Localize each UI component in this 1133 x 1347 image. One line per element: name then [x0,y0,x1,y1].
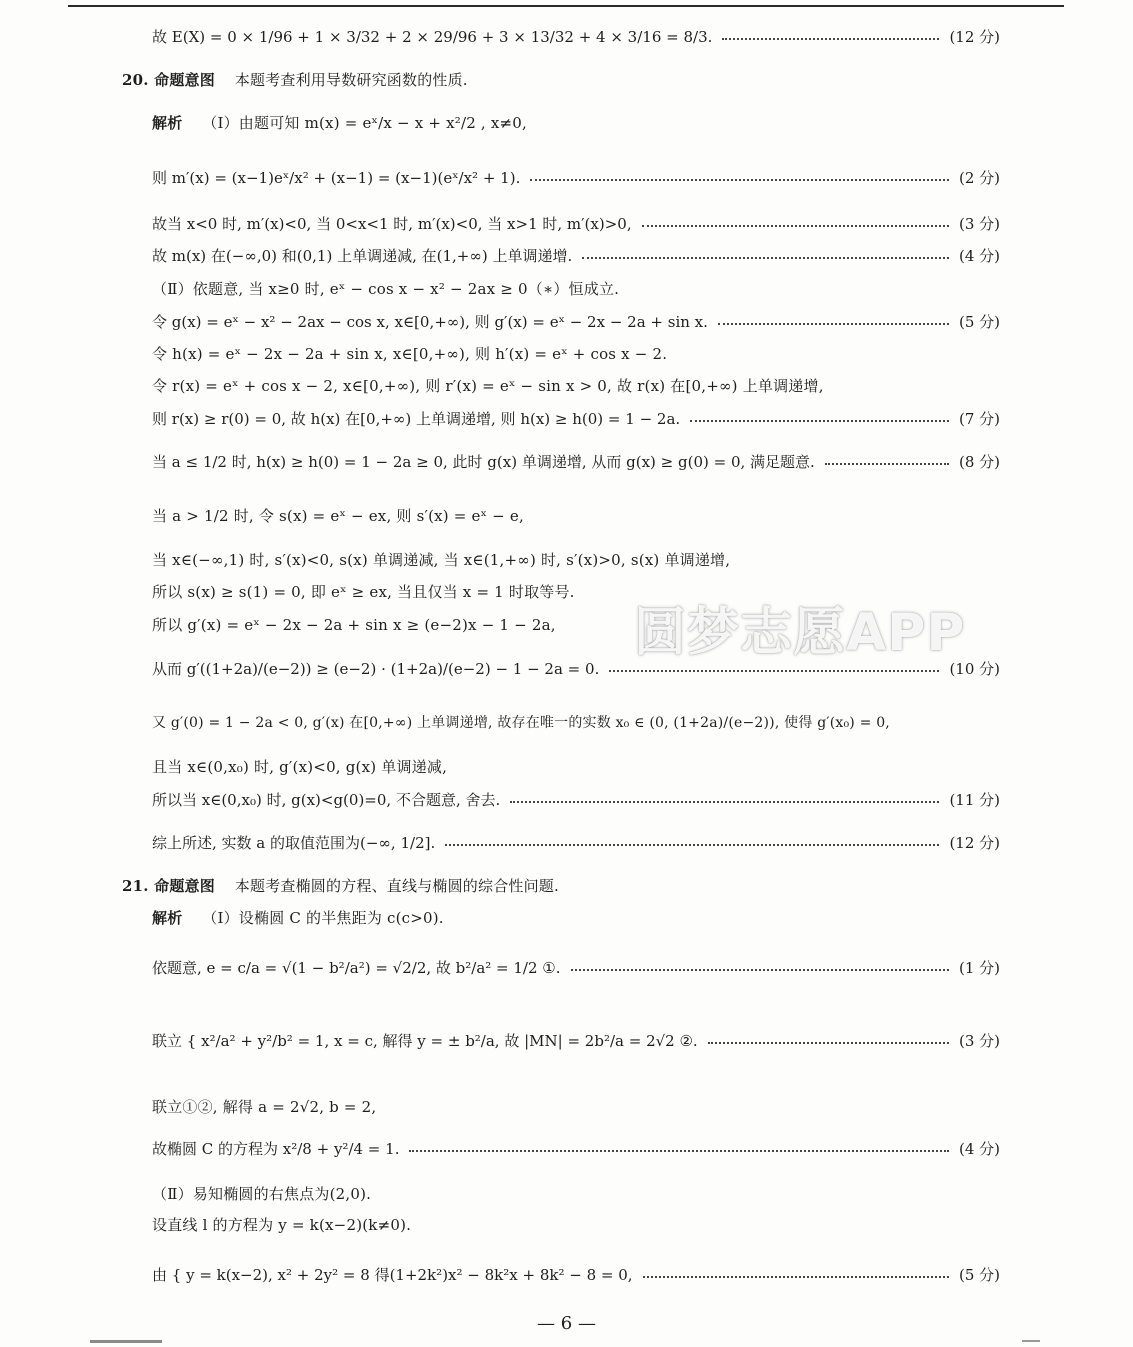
answer-line-10 [152,376,824,396]
line-text: 令 g(x) = eˣ − x² − 2ax − cos x, x∈[0,+∞), 则 g′(x) = eˣ − 2x − 2a + sin x. [152,312,708,331]
answer-line-12 [152,449,1000,473]
score-label: (12 分) [949,27,1000,46]
line-text: 故当 x<0 时, m′(x)<0, 当 0<x<1 时, m′(x)<0, 当 x>1 时, m′(x)>0, [152,214,632,233]
dot-leader [718,323,949,325]
scan-mark-right [1022,1340,1040,1342]
line-text: （Ⅰ）由题可知 m(x) = eˣ/x − x + x²/2 , x≠0, [202,114,527,132]
answer-line-16 [152,615,556,635]
line-text: 联立①②, 解得 a = 2√2, b = 2, [152,1098,377,1116]
line-text: 所以 s(x) ≥ s(1) = 0, 即 eˣ ≥ ex, 当且仅当 x = 1 时取等号. [152,583,575,601]
line-text: 又 g′(0) = 1 − 2a < 0, g′(x) 在[0,+∞) 上单调递增, 故存在唯一的实数 x₀ ∈ (0, (1+2a)/(e−2)), 使得 g′(x₀) = 0, [152,715,890,731]
line-text: 当 a > 1/2 时, 令 s(x) = eˣ − ex, 则 s′(x) = eˣ − e, [152,507,524,525]
answer-line-19 [152,757,447,777]
line-text: 综上所述, 实数 a 的取值范围为(−∞, 1/2]. [152,833,436,852]
score-label: (3 分) [958,214,1000,233]
score-label: (5 分) [958,312,1000,331]
problem-21-intent [122,876,559,896]
answer-line-13 [152,506,524,526]
line-text: 设直线 l 的方程为 y = k(x−2)(k≠0). [152,1216,412,1234]
answer-line-15 [152,582,575,602]
page-number: — 6 — [537,1313,596,1334]
score-label: (2 分) [958,168,1000,187]
solution-heading: 解析 [152,114,183,132]
line-text: （Ⅱ）依题意, 当 x≥0 时, eˣ − cos x − x² − 2ax ≥ 0（∗）恒成立. [152,280,620,298]
answer-line-9 [152,344,667,364]
score-label: (10 分) [949,659,1000,678]
line-text: 故 m(x) 在(−∞,0) 和(0,1) 上单调递减, 在(1,+∞) 上单调递增. [152,246,573,265]
dot-leader [530,179,949,181]
answer-line-6 [152,243,1000,267]
line-text: 本题考查椭圆的方程、直线与椭圆的综合性问题. [234,877,559,895]
score-label: (7 分) [958,409,1000,428]
line-text: 故椭圆 C 的方程为 x²/8 + y²/4 = 1. [152,1139,400,1158]
scan-mark-left [90,1340,162,1343]
score-label: (4 分) [958,246,1000,265]
answer-line-21 [152,830,1000,854]
dot-leader [708,1042,949,1044]
solution-heading: 解析 [152,909,183,927]
score-label: (5 分) [958,1265,1000,1284]
line-text: 由 { y = k(x−2), x² + 2y² = 8 得(1+2k²)x² − 8k²x + 8k² − 8 = 0, [152,1265,633,1284]
answer-line-25 [152,1028,1000,1052]
answer-line-28 [152,1184,371,1204]
problem-heading: 21. 命题意图 [122,877,215,895]
score-label: (4 分) [958,1139,1000,1158]
line-text: （Ⅱ）易知椭圆的右焦点为(2,0). [152,1185,372,1203]
problem-heading: 20. 命题意图 [122,71,215,89]
score-label: (8 分) [958,452,1000,471]
dot-leader [510,801,939,803]
line-text: 当 a ≤ 1/2 时, h(x) ≥ h(0) = 1 − 2a ≥ 0, 此时 g(x) 单调递增, 从而 g(x) ≥ g(0) = 0, 满足题意. [152,452,815,471]
line-text: 令 h(x) = eˣ − 2x − 2a + sin x, x∈[0,+∞), 则 h′(x) = eˣ + cos x − 2. [152,345,668,363]
line-text: 所以当 x∈(0,x₀) 时, g(x)<g(0)=0, 不合题意, 舍去. [152,790,501,809]
score-label: (1 分) [958,958,1000,977]
line-text: 则 m′(x) = (x−1)eˣ/x² + (x−1) = (x−1)(eˣ/x² + 1). [152,168,521,187]
dot-leader [643,1276,949,1278]
line-text: 从而 g′((1+2a)/(e−2)) ≥ (e−2) · (1+2a)/(e−2) − 1 − 2a = 0. [152,659,600,678]
answer-line-20 [152,787,1000,811]
dot-leader [642,225,949,227]
line-text: 令 r(x) = eˣ + cos x − 2, x∈[0,+∞), 则 r′(x) = eˣ − sin x > 0, 故 r(x) 在[0,+∞) 上单调递增, [152,377,824,395]
answer-line-29 [152,1215,411,1235]
line-text: 则 r(x) ≥ r(0) = 0, 故 h(x) 在[0,+∞) 上单调递增, 则 h(x) ≥ h(0) = 1 − 2a. [152,409,681,428]
dot-leader [571,969,949,971]
solution-20-start [152,113,527,133]
dot-leader [582,257,949,259]
line-text: 所以 g′(x) = eˣ − 2x − 2a + sin x ≥ (e−2)x − 1 − 2a, [152,616,556,634]
answer-line-8 [152,309,1000,333]
answer-line-27 [152,1136,1000,1160]
answer-line-30 [152,1262,1000,1286]
line-text: 且当 x∈(0,x₀) 时, g′(x)<0, g(x) 单调递减, [152,758,448,776]
dot-leader [722,38,939,40]
dot-leader [409,1150,949,1152]
line-text: 联立 { x²/a² + y²/b² = 1, x = c, 解得 y = ± b²/a, 故 |MN| = 2b²/a = 2√2 ②. [152,1031,698,1050]
answer-line-4 [152,165,1000,189]
answer-line-18 [152,713,890,733]
line-text: （Ⅰ）设椭圆 C 的半焦距为 c(c>0). [202,909,444,927]
line-text: 本题考查利用导数研究函数的性质. [234,71,468,89]
dot-leader [825,463,949,465]
answer-line-14 [152,550,730,570]
score-label: (3 分) [958,1031,1000,1050]
score-label: (12 分) [949,833,1000,852]
dot-leader [690,420,949,422]
top-rule [68,5,1064,7]
answer-line-24 [152,955,1000,979]
answer-line-5 [152,211,1000,235]
answer-line-11 [152,406,1000,430]
line-text: 当 x∈(−∞,1) 时, s′(x)<0, s(x) 单调递减, 当 x∈(1,+∞) 时, s′(x)>0, s(x) 单调递增, [152,551,731,569]
solution-21-start [152,908,444,928]
dot-leader [445,844,939,846]
line-text: 故 E(X) = 0 × 1/96 + 1 × 3/32 + 2 × 29/96 + 3 × 13/32 + 4 × 3/16 = 8/3. [152,27,713,46]
answer-line-26 [152,1097,376,1117]
problem-20-intent [122,70,468,90]
score-label: (11 分) [949,790,1000,809]
app-watermark: 圆梦志愿APP [634,603,966,663]
answer-line-7 [152,279,619,299]
line-text: 依题意, e = c/a = √(1 − b²/a²) = √2/2, 故 b²/a² = 1/2 ①. [152,958,561,977]
dot-leader [609,670,939,672]
answer-line-1 [152,24,1000,48]
